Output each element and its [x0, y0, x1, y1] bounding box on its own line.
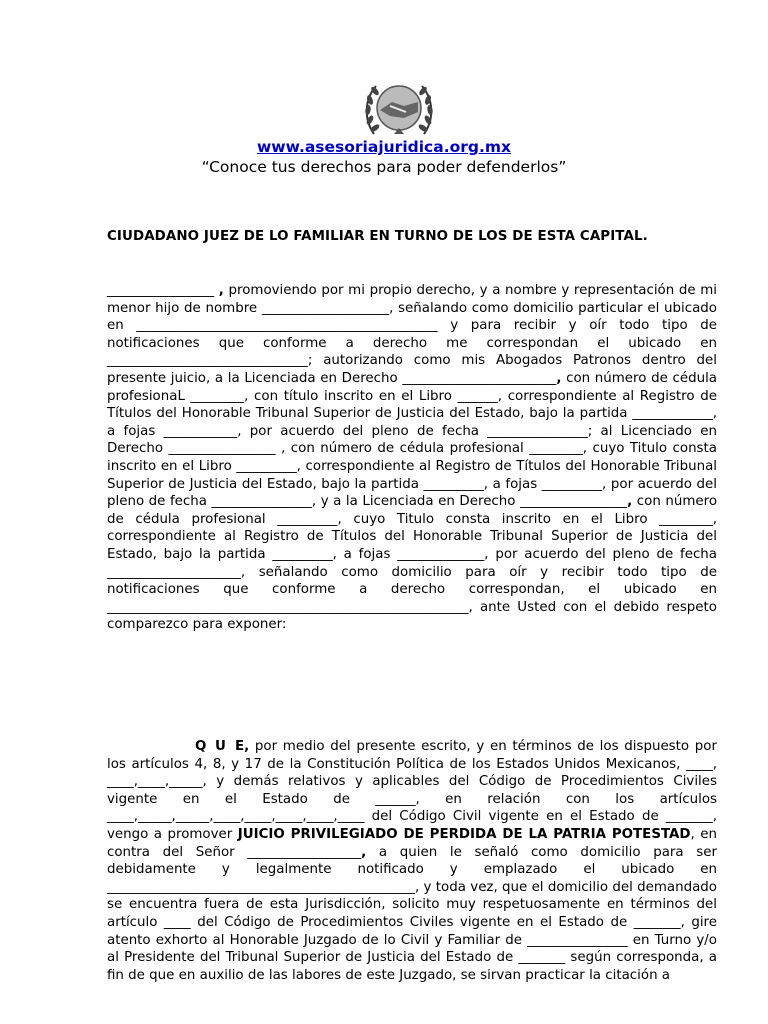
slogan: “Conoce tus derechos para poder defenderlos”: [201, 158, 567, 176]
handshake-laurel-emblem-icon: [360, 76, 438, 142]
blank-promovente: ________________: [107, 283, 219, 298]
text-segment: promoviendo por mi propio derecho, y a nombre y representación de mi menor hijo de nombre ___________________, señalando como domicilio particular el ubicado en _____________________________________________ y para recibir y oír todo tipo de notificaciones que conforme a derecho me correspondan el ubicado en ______________________________; autorizando como mis Abogados Patronos dentro del presente juicio, a la Licenciada en Derecho _______________________: [107, 283, 717, 386]
bold-comma: ,: [627, 494, 633, 510]
bold-comma: ,: [556, 370, 562, 386]
text-segment: , en contra del Señor _________________: [107, 826, 717, 860]
text-segment: a quien le señaló como domicilio para ser debidamente y legalmente notificado y emplazado el ubicado en ______________________________________________, y toda vez, que el domicilio del demandado se encuentra fuera de esta Jurisdicción, solicito muy respetuosamente en términos del artículo ____ del Código de Procedimientos Civiles vigente en el Estado de _______, gire atento exhorto al Honorable Juzgado de lo Civil y Familiar de _______________ en Turno y/o al Presidente del Tribunal Superior de Justicia del Estado de _______ según corresponda, a fin de que en auxilio de las labores de este Juzgado, se sirvan practicar la citación a: [107, 844, 717, 983]
logo: [360, 76, 438, 142]
text-segment: con número de cédula profesionaL ________, con título inscrito en el Libro ______, correspondiente al Registro de Títulos del Honorable Tribunal Superior de Justicia del Estado, bajo la partida ____________, a fojas ___________, por acuerdo del pleno de fecha _______________; al Licenciado en Derecho ________________ , con número de cédula profesional ________, cuyo Titulo consta inscrito en el Libro _________, correspondiente al Registro de Títulos del Honorable Tribunal Superior de Justicia del Estado, bajo la partida _________, a fojas _________, por acuerdo del pleno de fecha _______________, y a la Licenciada en Derecho ________________: [107, 370, 718, 510]
paragraph-appearance: [107, 282, 717, 634]
website-link[interactable]: www.asesoriajuridica.org.mx: [256, 138, 512, 156]
addressee-heading: CIUDADANO JUEZ DE LO FAMILIAR EN TURNO DE LOS DE ESTA CAPITAL.: [107, 229, 648, 244]
trial-type: JUICIO PRIVILEGIADO DE PERDIDA DE LA PATRIA POTESTAD: [237, 826, 691, 842]
spaced-que: Q U E,: [195, 739, 250, 754]
text-segment: por medio del presente escrito, y en términos de los dispuesto por los artículos 4, 8, y 17 de la Constitución Política de los Estados Unidos Mexicanos, ____, ____,____,_____, y demás relativos y aplicables del Código de Procedimientos Civiles vigente en el Estado de ______, en relación con los artículos ____,_____,_____,____,____,____,____,____ del Código Civil vigente en el Estado de _______, vengo a promover: [107, 739, 717, 842]
text-segment: con número de cédula profesional _________, cuyo Titulo consta inscrito en el Libro ________, correspondiente al Registro de Títulos del Honorable Tribunal Superior de Justicia del Estado, bajo la partida _________, a fojas _____________, por acuerdo del pleno de fecha ____________________, señalando como domicilio para oír y recibir todo tipo de notificaciones que conforme a derecho correspondan, el ubicado en ______________________________________________________, ante Usted con el debido respeto comparezco para exponer:: [107, 494, 718, 633]
bold-comma: ,: [361, 844, 367, 860]
bold-comma: ,: [218, 283, 224, 298]
paragraph-petition: [107, 738, 717, 984]
